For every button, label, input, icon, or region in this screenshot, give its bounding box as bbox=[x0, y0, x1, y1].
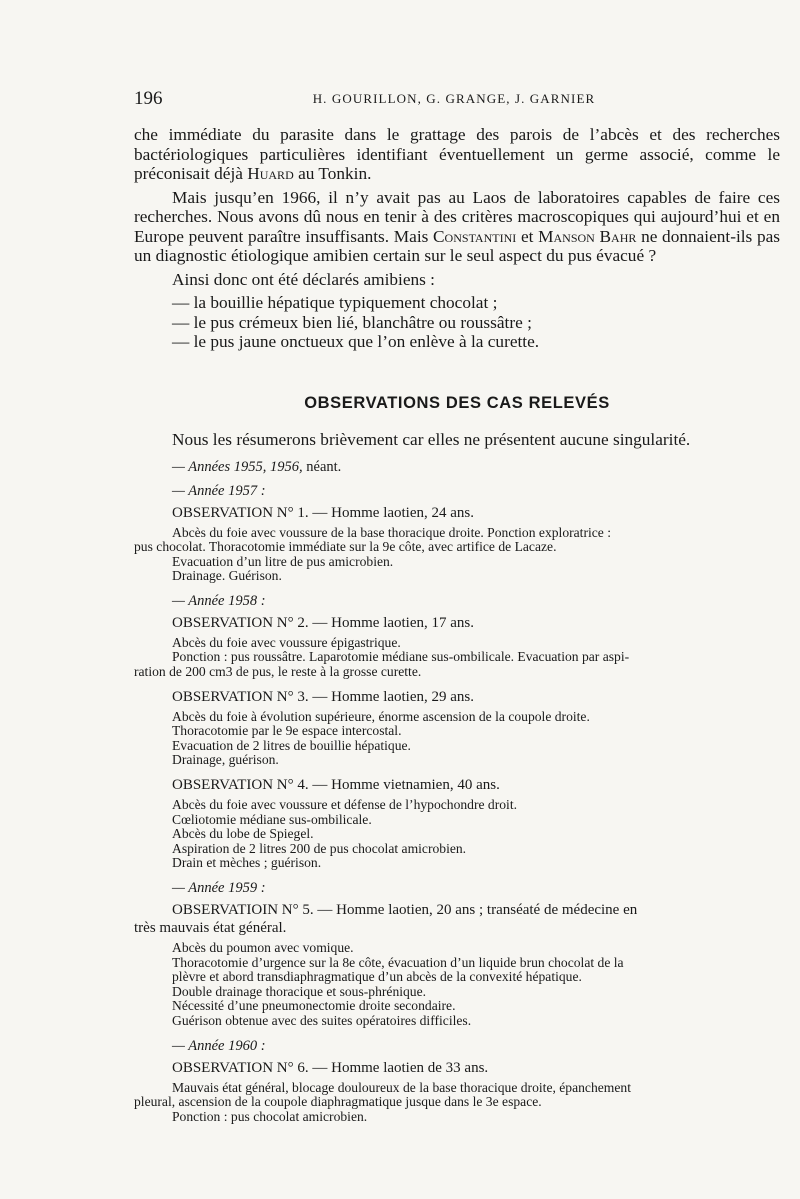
paragraph-3: Ainsi donc ont été déclarés amibiens : bbox=[172, 269, 435, 289]
author-name: Manson Bahr bbox=[538, 226, 637, 246]
year-label: — Années 1955, 1956, néant. bbox=[172, 458, 342, 475]
intro-text bbox=[134, 125, 780, 352]
author-name: Huard bbox=[247, 164, 294, 183]
list-item: — le pus jaune onctueux que l’on enlève à la curette. bbox=[172, 332, 540, 351]
section-lead: Nous les résumerons brièvement car elles ne présentent aucune singularité. bbox=[172, 430, 691, 449]
year-label: — Année 1959 : bbox=[172, 880, 266, 896]
year-label: — Année 1960 : bbox=[172, 1037, 266, 1054]
observation-title: OBSERVATIOIN N° 5. — Homme laotien, 20 ans ; transéaté de médecine en très mauvais état général. bbox=[134, 902, 638, 936]
observation-5: OBSERVATIOIN N° 5. — Homme laotien, 20 ans ; transéaté de médecine en très mauvais état général. Abcès du poumon avec vomique. Thoracotomie d’urgence sur la 8e côte, évacuation d’un liquide brun chocolat de la plèvre et abord transdiaphragmatique d’un abcès de la convexité hépatique. Double drainage thoracique et sous-phrénique. Nécessité d’une pneumonectomie droite secondaire. Guérison obtenue avec des suites opératoires difficiles. bbox=[134, 901, 780, 1029]
observation-title: OBSERVATION N° 3. — Homme laotien, 29 ans. bbox=[172, 688, 475, 705]
observation-6: OBSERVATION N° 6. — Homme laotien de 33 ans. Mauvais état général, blocage douloureux de la base thoracique droite, épanchement pleural, ascension de la coupole diaphragmatique jusque dans le 3e espace. Ponction : pus chocolat amicrobien. bbox=[134, 1059, 780, 1125]
list-item: — la bouillie hépatique typiquement chocolat ; bbox=[172, 293, 498, 312]
observation-title: OBSERVATION N° 4. — Homme vietnamien, 40 ans. bbox=[172, 777, 500, 794]
observation-title: OBSERVATION N° 2. — Homme laotien, 17 ans. bbox=[172, 614, 475, 631]
paragraph-2: Mais jusqu’en 1966, il n’y avait pas au Laos de laboratoires capables de faire ces recherches. Nous avons dû nous en tenir à des critères macroscopiques qui aujourd’hui et en Europe peuvent paraître insuffisants. Mais Constantini et Manson Bahr ne donnaient-ils pas un diagnostic étiologique amibien certain sur le seul aspect du pus évacué ? bbox=[134, 187, 780, 265]
observation-3: OBSERVATION N° 3. — Homme laotien, 29 ans. Abcès du foie à évolution supérieure, énorme ascension de la coupole droite. Thoracotomie par le 9e espace intercostal. Evacuation de 2 litres de bouillie hépatique. Drainage, guérison. bbox=[134, 688, 780, 768]
year-label: — Année 1958 : bbox=[172, 592, 266, 609]
observation-2: OBSERVATION N° 2. — Homme laotien, 17 ans. Abcès du foie avec voussure épigastrique. Ponction : pus roussâtre. Laparotomie médiane sus-ombilicale. Evacuation par aspi- ration de 200 cm3 de pus, le reste à la grosse curette. bbox=[134, 614, 780, 680]
observation-4: OBSERVATION N° 4. — Homme vietnamien, 40 ans. Abcès du foie avec voussure et défense de l’hypochondre droit. Cœliotomie médiane sus-ombilicale. Abcès du lobe de Spiegel. Aspiration de 2 litres 200 de pus chocolat amicrobien. Drain et mèches ; guérison. bbox=[134, 776, 780, 871]
section-heading: OBSERVATIONS DES CAS RELEVÉS bbox=[304, 394, 610, 412]
observation-1: OBSERVATION N° 1. — Homme laotien, 24 ans. Abcès du foie avec voussure de la base thoracique droite. Ponction exploratrice : pus chocolat. Thoracotomie immédiate sur la 9e côte, avec artifice de Lacaze. Evacuation d’un litre de pus amicrobien. Drainage. Guérison. bbox=[134, 504, 780, 584]
running-head: H. GOURILLON, G. GRANGE, J. GARNIER bbox=[312, 91, 596, 106]
year-label: — Année 1957 : bbox=[172, 482, 266, 499]
observation-title: OBSERVATION N° 1. — Homme laotien, 24 ans. bbox=[172, 504, 475, 521]
author-name: Constantini bbox=[433, 226, 517, 246]
page-header bbox=[134, 88, 774, 112]
list-item: — le pus crémeux bien lié, blanchâtre ou roussâtre ; bbox=[172, 312, 532, 332]
observations-section bbox=[134, 430, 780, 1132]
page-number: 196 bbox=[134, 88, 163, 109]
paragraph-1: che immédiate du parasite dans le grattage des parois de l’abcès et des recherches bactériologiques particulières identifiant éventuellement un germe associé, comme le préconisait déjà Huard au Tonkin. bbox=[134, 125, 780, 183]
observation-title: OBSERVATION N° 6. — Homme laotien de 33 ans. bbox=[172, 1059, 489, 1076]
